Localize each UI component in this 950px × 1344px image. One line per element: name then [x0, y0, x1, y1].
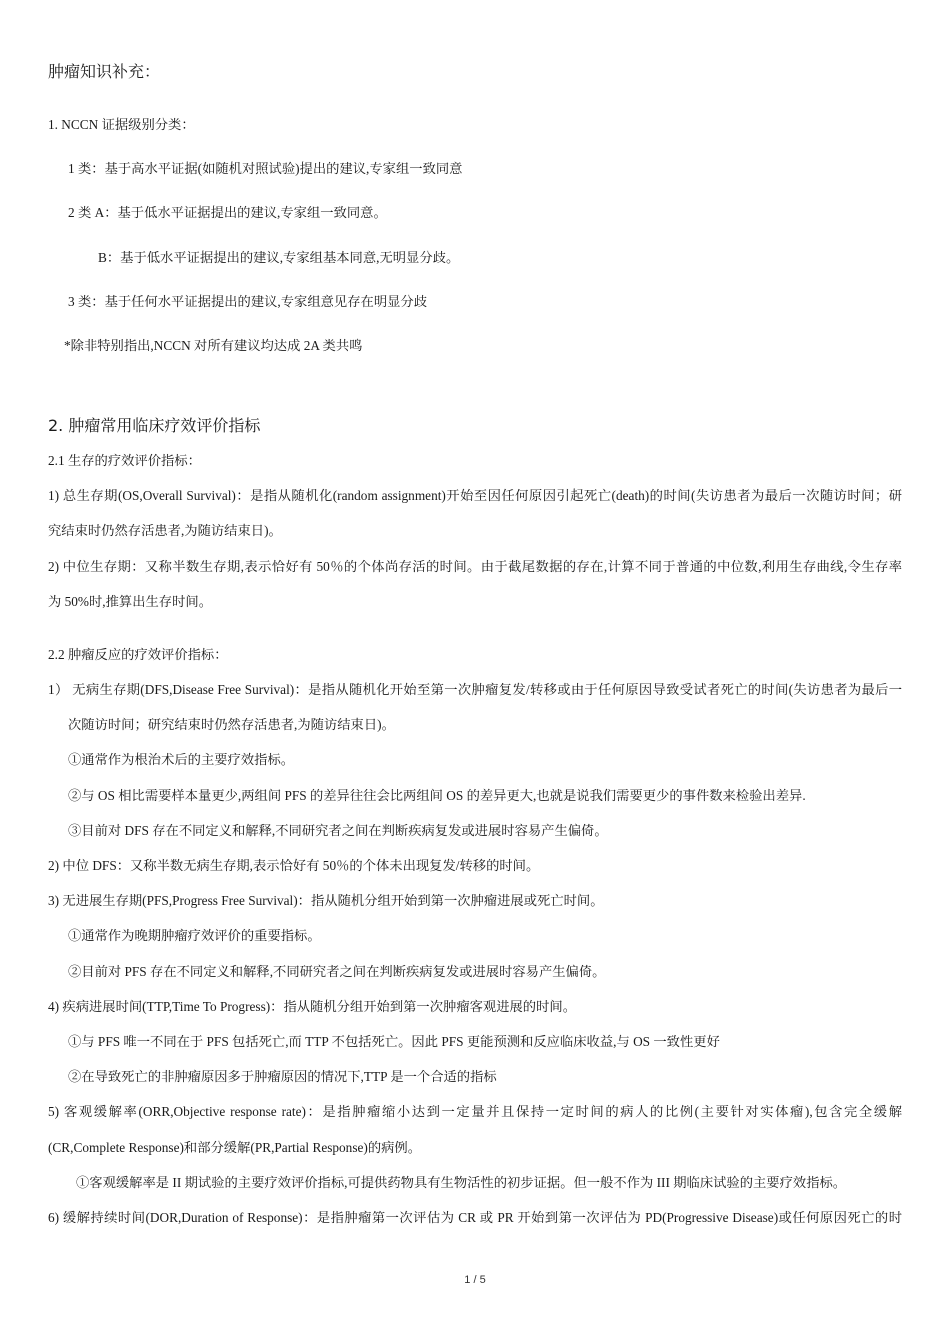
nccn-category-3: 3 类：基于任何水平证据提出的建议,专家组意见存在明显分歧 — [68, 294, 428, 309]
pfs-note: ①通常作为晚期肿瘤疗效评价的重要指标。 — [68, 928, 321, 943]
dor-definition-line: 6) 缓解持续时间(DOR,Duration of Response)：是指肿瘤第一次评估为 CR 或 PR 开始到第一次评估为 PD(Progressive Disease)或任何原因死亡的时 — [48, 1210, 902, 1225]
dfs-note: ③目前对 DFS 存在不同定义和解释,不同研究者之间在判断疾病复发或进展时容易产生偏倚。 — [68, 823, 608, 838]
os-definition-line: 1) 总生存期(OS,Overall Survival)：是指从随机化(random assignment)开始至因任何原因引起死亡(death)的时间(失访患者为最后一次随访时间；研 — [48, 488, 902, 503]
ttp-note: ①与 PFS 唯一不同在于 PFS 包括死亡,而 TTP 不包括死亡。因此 PFS 更能预测和反应临床收益,与 OS 一致性更好 — [68, 1034, 720, 1049]
ttp-note: ②在导致死亡的非肿瘤原因多于肿瘤原因的情况下,TTP 是一个合适的指标 — [68, 1069, 497, 1084]
nccn-category-2b: B：基于低水平证据提出的建议,专家组基本同意,无明显分歧。 — [98, 250, 460, 265]
ttp-definition: 4) 疾病进展时间(TTP,Time To Progress)：指从随机分组开始到第一次肿瘤客观进展的时间。 — [48, 999, 576, 1014]
pfs-note: ②目前对 PFS 存在不同定义和解释,不同研究者之间在判断疾病复发或进展时容易产生偏倚。 — [68, 964, 606, 979]
document-title: 肿瘤知识补充： — [48, 62, 161, 81]
subsection-heading-response: 2.2 肿瘤反应的疗效评价指标： — [48, 647, 228, 662]
nccn-footnote: *除非特别指出,NCCN 对所有建议均达成 2A 类共鸣 — [64, 338, 363, 353]
orr-note: ①客观缓解率是 II 期试验的主要疗效评价指标,可提供药物具有生物活性的初步证据。但一般不作为 III 期临床试验的主要疗效指标。 — [76, 1175, 847, 1190]
nccn-category-2a: 2 类 A：基于低水平证据提出的建议,专家组一致同意。 — [68, 205, 387, 220]
dfs-note: ①通常作为根治术后的主要疗效指标。 — [68, 752, 295, 767]
pfs-definition: 3) 无进展生存期(PFS,Progress Free Survival)：指从随机分组开始到第一次肿瘤进展或死亡时间。 — [48, 893, 604, 908]
median-survival-line: 2) 中位生存期：又称半数生存期,表示恰好有 50％的个体尚存活的时间。由于截尾数据的存在,计算不同于普通的中位数,利用生存曲线,令生存率 — [48, 559, 902, 574]
dfs-note: ②与 OS 相比需要样本量更少,两组间 PFS 的差异往往会比两组间 OS 的差异更大,也就是说我们需要更少的事件数来检验出差异. — [68, 788, 806, 803]
median-survival-continuation: 为 50%时,推算出生存时间。 — [48, 594, 212, 609]
nccn-category-1: 1 类：基于高水平证据(如随机对照试验)提出的建议,专家组一致同意 — [68, 161, 463, 176]
os-definition-continuation: 究结束时仍然存活患者,为随访结束日)。 — [48, 523, 282, 538]
page-number: 1 / 5 — [464, 1274, 486, 1286]
dfs-definition-line: 1） 无病生存期(DFS,Disease Free Survival)：是指从随机化开始至第一次肿瘤复发/转移或由于任何原因导致受试者死亡的时间(失访患者为最后一 — [48, 682, 902, 697]
dfs-definition-continuation: 次随访时间；研究结束时仍然存活患者,为随访结束日)。 — [68, 717, 395, 732]
section-heading-efficacy: 2. 肿瘤常用临床疗效评价指标 — [48, 416, 261, 435]
subsection-heading-survival: 2.1 生存的疗效评价指标： — [48, 453, 201, 468]
section-heading-nccn: 1. NCCN 证据级别分类： — [48, 117, 195, 132]
orr-definition-line: 5) 客观缓解率(ORR,Objective response rate)：是指肿瘤缩小达到一定量并且保持一定时间的病人的比例(主要针对实体瘤),包含完全缓解 — [48, 1104, 902, 1119]
orr-definition-continuation: (CR,Complete Response)和部分缓解(PR,Partial Response)的病例。 — [48, 1140, 422, 1155]
median-dfs-definition: 2) 中位 DFS：又称半数无病生存期,表示恰好有 50％的个体未出现复发/转移的时间。 — [48, 858, 540, 873]
